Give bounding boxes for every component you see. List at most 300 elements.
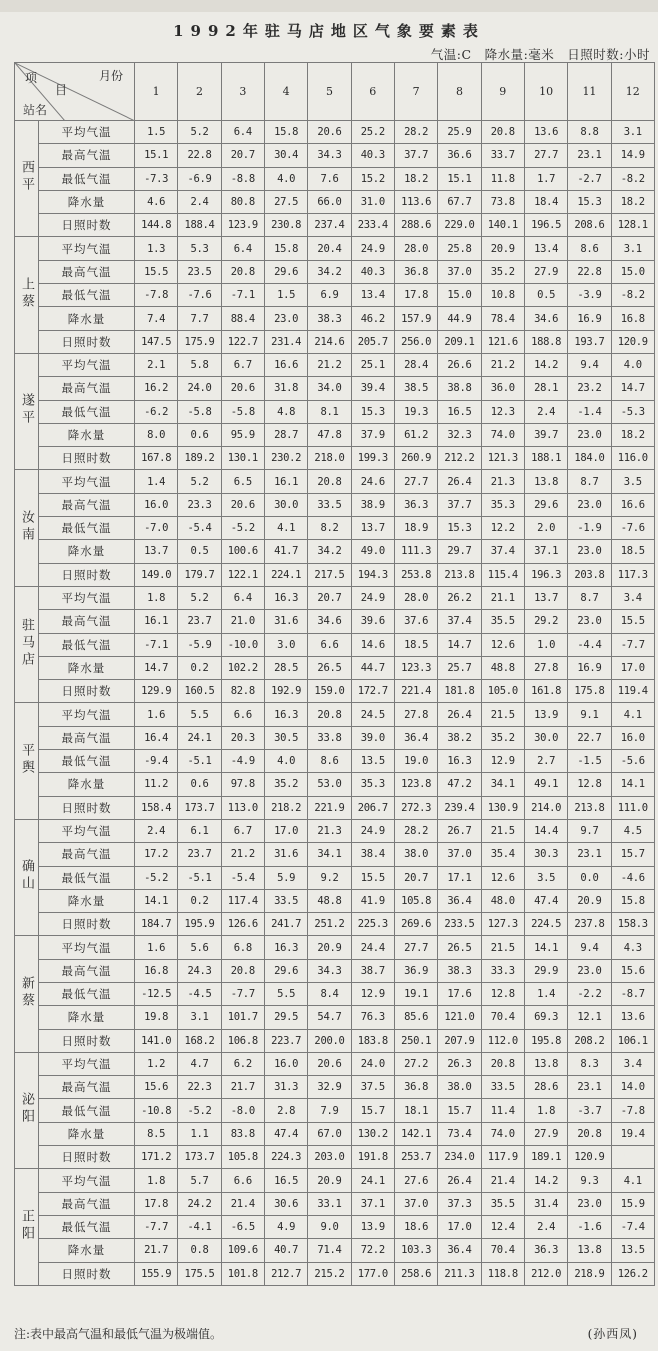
value-cell: 76.3 bbox=[351, 1006, 394, 1029]
value-cell: 288.6 bbox=[394, 214, 437, 237]
value-cell: 37.0 bbox=[394, 1192, 437, 1215]
value-cell: 13.9 bbox=[524, 703, 567, 726]
value-cell: 20.8 bbox=[481, 121, 524, 144]
value-cell: 6.6 bbox=[221, 1169, 264, 1192]
value-cell: 24.4 bbox=[351, 936, 394, 959]
value-cell: 121.3 bbox=[481, 447, 524, 470]
value-cell: 3.1 bbox=[178, 1006, 221, 1029]
value-cell: 33.5 bbox=[308, 493, 351, 516]
value-cell: 20.7 bbox=[221, 144, 264, 167]
value-cell: 117.3 bbox=[611, 563, 654, 586]
table-row bbox=[15, 1169, 655, 1192]
table-row bbox=[15, 1192, 655, 1215]
station-name: 驻马店 bbox=[19, 617, 34, 669]
value-cell: 256.0 bbox=[394, 330, 437, 353]
value-cell: 38.2 bbox=[438, 726, 481, 749]
value-cell: 224.5 bbox=[524, 913, 567, 936]
value-cell: 117.4 bbox=[221, 889, 264, 912]
value-cell: 217.5 bbox=[308, 563, 351, 586]
value-cell: 69.3 bbox=[524, 1006, 567, 1029]
value-cell: 21.4 bbox=[481, 1169, 524, 1192]
value-cell: 0.8 bbox=[178, 1239, 221, 1262]
value-cell bbox=[611, 1146, 654, 1169]
value-cell: 126.6 bbox=[221, 913, 264, 936]
value-cell: 15.8 bbox=[264, 237, 307, 260]
value-cell: 34.3 bbox=[308, 959, 351, 982]
value-cell: 5.2 bbox=[178, 470, 221, 493]
value-cell: 13.8 bbox=[524, 1052, 567, 1075]
value-cell: 269.6 bbox=[394, 913, 437, 936]
value-cell: 16.2 bbox=[135, 377, 178, 400]
value-cell: 12.8 bbox=[568, 773, 611, 796]
value-cell: 35.3 bbox=[481, 493, 524, 516]
value-cell: 5.5 bbox=[264, 982, 307, 1005]
element-label: 最高气温 bbox=[39, 610, 135, 633]
value-cell: 16.3 bbox=[438, 750, 481, 773]
value-cell: 8.3 bbox=[568, 1052, 611, 1075]
value-cell: 74.0 bbox=[481, 1122, 524, 1145]
element-label: 降水量 bbox=[39, 1239, 135, 1262]
value-cell: 4.0 bbox=[264, 750, 307, 773]
element-label: 最高气温 bbox=[39, 377, 135, 400]
value-cell: 28.6 bbox=[524, 1076, 567, 1099]
value-cell: 24.2 bbox=[178, 1192, 221, 1215]
value-cell: -3.7 bbox=[568, 1099, 611, 1122]
value-cell: 173.7 bbox=[178, 1146, 221, 1169]
value-cell: 0.2 bbox=[178, 656, 221, 679]
table-row bbox=[15, 656, 655, 679]
value-cell: 35.5 bbox=[481, 610, 524, 633]
value-cell: 8.7 bbox=[568, 586, 611, 609]
table-row bbox=[15, 1239, 655, 1262]
value-cell: 15.5 bbox=[135, 260, 178, 283]
element-label: 日照时数 bbox=[39, 214, 135, 237]
value-cell: 37.1 bbox=[524, 540, 567, 563]
value-cell: 167.8 bbox=[135, 447, 178, 470]
value-cell: 97.8 bbox=[221, 773, 264, 796]
table-row bbox=[15, 796, 655, 819]
value-cell: 189.1 bbox=[524, 1146, 567, 1169]
value-cell: 16.1 bbox=[135, 610, 178, 633]
value-cell: 34.2 bbox=[308, 540, 351, 563]
value-cell: 191.8 bbox=[351, 1146, 394, 1169]
value-cell: 140.1 bbox=[481, 214, 524, 237]
value-cell: 82.8 bbox=[221, 680, 264, 703]
value-cell: 9.4 bbox=[568, 353, 611, 376]
value-cell: 37.1 bbox=[351, 1192, 394, 1215]
value-cell: 33.5 bbox=[264, 889, 307, 912]
value-cell: 27.9 bbox=[524, 260, 567, 283]
element-label: 日照时数 bbox=[39, 1262, 135, 1285]
value-cell: 20.6 bbox=[221, 493, 264, 516]
value-cell: 20.9 bbox=[568, 889, 611, 912]
value-cell: 121.0 bbox=[438, 1006, 481, 1029]
value-cell: 188.1 bbox=[524, 447, 567, 470]
value-cell: 20.9 bbox=[308, 936, 351, 959]
value-cell: -2.2 bbox=[568, 982, 611, 1005]
value-cell: 48.8 bbox=[308, 889, 351, 912]
value-cell: 27.5 bbox=[264, 190, 307, 213]
value-cell: 199.3 bbox=[351, 447, 394, 470]
value-cell: 7.6 bbox=[308, 167, 351, 190]
value-cell: 5.2 bbox=[178, 586, 221, 609]
value-cell: 6.5 bbox=[221, 470, 264, 493]
value-cell: -1.9 bbox=[568, 517, 611, 540]
station-name-cell bbox=[15, 121, 39, 237]
element-label: 最低气温 bbox=[39, 284, 135, 307]
value-cell: 6.9 bbox=[308, 284, 351, 307]
value-cell: 9.7 bbox=[568, 819, 611, 842]
value-cell: 26.4 bbox=[438, 1169, 481, 1192]
value-cell: 6.7 bbox=[221, 819, 264, 842]
value-cell: 88.4 bbox=[221, 307, 264, 330]
value-cell: 181.8 bbox=[438, 680, 481, 703]
value-cell: -7.6 bbox=[611, 517, 654, 540]
value-cell: 205.7 bbox=[351, 330, 394, 353]
value-cell: 29.7 bbox=[438, 540, 481, 563]
value-cell: -7.1 bbox=[221, 284, 264, 307]
value-cell: 20.8 bbox=[221, 959, 264, 982]
month-header: 11 bbox=[568, 63, 611, 121]
value-cell: 23.1 bbox=[568, 1076, 611, 1099]
table-row bbox=[15, 633, 655, 656]
value-cell: 215.2 bbox=[308, 1262, 351, 1285]
value-cell: 15.1 bbox=[438, 167, 481, 190]
value-cell: 27.8 bbox=[394, 703, 437, 726]
value-cell: 225.3 bbox=[351, 913, 394, 936]
value-cell: 14.0 bbox=[611, 1076, 654, 1099]
value-cell: 26.4 bbox=[438, 703, 481, 726]
value-cell: -6.9 bbox=[178, 167, 221, 190]
value-cell: 17.1 bbox=[438, 866, 481, 889]
value-cell: -8.2 bbox=[611, 167, 654, 190]
value-cell: 11.8 bbox=[481, 167, 524, 190]
footnote: 注:表中最高气温和最低气温为极端值。 bbox=[14, 1327, 223, 1341]
table-row bbox=[15, 517, 655, 540]
value-cell: 120.9 bbox=[568, 1146, 611, 1169]
element-label: 最高气温 bbox=[39, 144, 135, 167]
value-cell: 6.1 bbox=[178, 819, 221, 842]
value-cell: 2.4 bbox=[524, 400, 567, 423]
value-cell: 21.2 bbox=[308, 353, 351, 376]
value-cell: 23.5 bbox=[178, 260, 221, 283]
value-cell: 6.6 bbox=[221, 703, 264, 726]
value-cell: 224.3 bbox=[264, 1146, 307, 1169]
value-cell: 19.1 bbox=[394, 982, 437, 1005]
value-cell: 71.4 bbox=[308, 1239, 351, 1262]
value-cell: 31.4 bbox=[524, 1192, 567, 1215]
value-cell: 16.6 bbox=[264, 353, 307, 376]
station-name-cell bbox=[15, 353, 39, 469]
month-header: 5 bbox=[308, 63, 351, 121]
value-cell: 28.2 bbox=[394, 121, 437, 144]
value-cell: 17.2 bbox=[135, 843, 178, 866]
value-cell: 3.5 bbox=[524, 866, 567, 889]
value-cell: 196.3 bbox=[524, 563, 567, 586]
value-cell: 20.3 bbox=[221, 726, 264, 749]
value-cell: 72.2 bbox=[351, 1239, 394, 1262]
value-cell: 29.5 bbox=[264, 1006, 307, 1029]
value-cell: 28.4 bbox=[394, 353, 437, 376]
value-cell: 223.7 bbox=[264, 1029, 307, 1052]
value-cell: 25.2 bbox=[351, 121, 394, 144]
value-cell: 1.8 bbox=[135, 586, 178, 609]
value-cell: 2.0 bbox=[524, 517, 567, 540]
value-cell: 31.3 bbox=[264, 1076, 307, 1099]
value-cell: 23.1 bbox=[568, 144, 611, 167]
value-cell: -1.5 bbox=[568, 750, 611, 773]
value-cell: 23.0 bbox=[568, 540, 611, 563]
value-cell: -8.7 bbox=[611, 982, 654, 1005]
value-cell: 22.7 bbox=[568, 726, 611, 749]
value-cell: -6.5 bbox=[221, 1215, 264, 1238]
value-cell: -5.2 bbox=[135, 866, 178, 889]
value-cell: 231.4 bbox=[264, 330, 307, 353]
value-cell: 24.1 bbox=[178, 726, 221, 749]
value-cell: 28.7 bbox=[264, 423, 307, 446]
value-cell: 130.1 bbox=[221, 447, 264, 470]
value-cell: 13.4 bbox=[524, 237, 567, 260]
value-cell: 3.0 bbox=[264, 633, 307, 656]
value-cell: 158.3 bbox=[611, 913, 654, 936]
month-header: 1 bbox=[135, 63, 178, 121]
value-cell: 19.3 bbox=[394, 400, 437, 423]
value-cell: 30.4 bbox=[264, 144, 307, 167]
value-cell: 130.2 bbox=[351, 1122, 394, 1145]
table-row bbox=[15, 1215, 655, 1238]
value-cell: 41.9 bbox=[351, 889, 394, 912]
value-cell: 13.4 bbox=[351, 284, 394, 307]
value-cell: 8.6 bbox=[568, 237, 611, 260]
table-row bbox=[15, 936, 655, 959]
value-cell: 18.4 bbox=[524, 190, 567, 213]
value-cell: 192.9 bbox=[264, 680, 307, 703]
value-cell: 34.3 bbox=[308, 144, 351, 167]
value-cell: -7.1 bbox=[135, 633, 178, 656]
value-cell: 0.2 bbox=[178, 889, 221, 912]
value-cell: 36.9 bbox=[394, 959, 437, 982]
station-name-cell bbox=[15, 586, 39, 702]
value-cell: -2.7 bbox=[568, 167, 611, 190]
element-label: 最低气温 bbox=[39, 633, 135, 656]
value-cell: -5.6 bbox=[611, 750, 654, 773]
station-name-cell bbox=[15, 237, 39, 353]
value-cell: 35.2 bbox=[264, 773, 307, 796]
value-cell: 4.1 bbox=[264, 517, 307, 540]
value-cell: 1.8 bbox=[135, 1169, 178, 1192]
value-cell: 48.8 bbox=[481, 656, 524, 679]
value-cell: 14.1 bbox=[524, 936, 567, 959]
value-cell: 26.5 bbox=[308, 656, 351, 679]
month-header: 8 bbox=[438, 63, 481, 121]
station-name: 遂平 bbox=[19, 393, 34, 428]
value-cell: 35.5 bbox=[481, 1192, 524, 1215]
value-cell: 253.8 bbox=[394, 563, 437, 586]
value-cell: 4.0 bbox=[264, 167, 307, 190]
value-cell: 23.0 bbox=[568, 493, 611, 516]
value-cell: 67.0 bbox=[308, 1122, 351, 1145]
value-cell: 24.1 bbox=[351, 1169, 394, 1192]
table-row bbox=[15, 1076, 655, 1099]
value-cell: 27.9 bbox=[524, 1122, 567, 1145]
value-cell: 47.4 bbox=[524, 889, 567, 912]
value-cell: 37.7 bbox=[394, 144, 437, 167]
value-cell: 175.8 bbox=[568, 680, 611, 703]
value-cell: 8.2 bbox=[308, 517, 351, 540]
value-cell: 70.4 bbox=[481, 1239, 524, 1262]
value-cell: 194.3 bbox=[351, 563, 394, 586]
value-cell: 253.7 bbox=[394, 1146, 437, 1169]
value-cell: 21.7 bbox=[221, 1076, 264, 1099]
value-cell: 1.4 bbox=[524, 982, 567, 1005]
table-row bbox=[15, 982, 655, 1005]
value-cell: 37.7 bbox=[438, 493, 481, 516]
value-cell: 16.0 bbox=[135, 493, 178, 516]
value-cell: 36.4 bbox=[438, 889, 481, 912]
table-row bbox=[15, 144, 655, 167]
value-cell: -8.2 bbox=[611, 284, 654, 307]
value-cell: 21.2 bbox=[481, 353, 524, 376]
value-cell: 105.8 bbox=[221, 1146, 264, 1169]
value-cell: 213.8 bbox=[438, 563, 481, 586]
value-cell: 15.0 bbox=[438, 284, 481, 307]
value-cell: 193.7 bbox=[568, 330, 611, 353]
value-cell: 33.5 bbox=[481, 1076, 524, 1099]
value-cell: 1.2 bbox=[135, 1052, 178, 1075]
value-cell: 16.3 bbox=[264, 936, 307, 959]
value-cell: 21.5 bbox=[481, 936, 524, 959]
value-cell: 24.0 bbox=[351, 1052, 394, 1075]
value-cell: 1.6 bbox=[135, 703, 178, 726]
element-label: 平均气温 bbox=[39, 1052, 135, 1075]
value-cell: 78.4 bbox=[481, 307, 524, 330]
element-label: 降水量 bbox=[39, 889, 135, 912]
element-label: 最高气温 bbox=[39, 726, 135, 749]
element-label: 降水量 bbox=[39, 656, 135, 679]
station-name: 汝南 bbox=[19, 509, 34, 544]
value-cell: 27.6 bbox=[394, 1169, 437, 1192]
element-label: 最低气温 bbox=[39, 400, 135, 423]
table-row bbox=[15, 773, 655, 796]
value-cell: 115.4 bbox=[481, 563, 524, 586]
value-cell: 203.0 bbox=[308, 1146, 351, 1169]
value-cell: -5.1 bbox=[178, 866, 221, 889]
value-cell: 32.9 bbox=[308, 1076, 351, 1099]
value-cell: 121.6 bbox=[481, 330, 524, 353]
value-cell: 12.8 bbox=[481, 982, 524, 1005]
value-cell: 11.2 bbox=[135, 773, 178, 796]
value-cell: 142.1 bbox=[394, 1122, 437, 1145]
element-label: 降水量 bbox=[39, 1006, 135, 1029]
element-label: 最高气温 bbox=[39, 1192, 135, 1215]
value-cell: 67.7 bbox=[438, 190, 481, 213]
value-cell: 22.3 bbox=[178, 1076, 221, 1099]
table-row bbox=[15, 377, 655, 400]
value-cell: 207.9 bbox=[438, 1029, 481, 1052]
value-cell: 16.3 bbox=[264, 586, 307, 609]
units-caption: 气温:C 降水量:毫米 日照时数:小时 bbox=[430, 47, 650, 62]
value-cell: 21.5 bbox=[481, 819, 524, 842]
value-cell: 35.4 bbox=[481, 843, 524, 866]
value-cell: 34.0 bbox=[308, 377, 351, 400]
value-cell: 37.5 bbox=[351, 1076, 394, 1099]
table-row bbox=[15, 167, 655, 190]
value-cell: 1.5 bbox=[135, 121, 178, 144]
value-cell: 218.9 bbox=[568, 1262, 611, 1285]
value-cell: -7.8 bbox=[611, 1099, 654, 1122]
value-cell: 103.3 bbox=[394, 1239, 437, 1262]
month-header: 2 bbox=[178, 63, 221, 121]
value-cell: 109.6 bbox=[221, 1239, 264, 1262]
element-label: 日照时数 bbox=[39, 447, 135, 470]
value-cell: 38.9 bbox=[351, 493, 394, 516]
value-cell: 1.5 bbox=[264, 284, 307, 307]
element-label: 降水量 bbox=[39, 773, 135, 796]
station-name-cell bbox=[15, 1169, 39, 1285]
value-cell: 33.8 bbox=[308, 726, 351, 749]
value-cell: 157.9 bbox=[394, 307, 437, 330]
value-cell: 101.8 bbox=[221, 1262, 264, 1285]
value-cell: 13.9 bbox=[351, 1215, 394, 1238]
value-cell: 15.3 bbox=[351, 400, 394, 423]
value-cell: 23.3 bbox=[178, 493, 221, 516]
value-cell: 4.3 bbox=[611, 936, 654, 959]
table-row bbox=[15, 307, 655, 330]
value-cell: 4.1 bbox=[611, 1169, 654, 1192]
value-cell: 36.8 bbox=[394, 1076, 437, 1099]
value-cell: 39.4 bbox=[351, 377, 394, 400]
corner-month-label: 月份 bbox=[99, 69, 124, 83]
table-row bbox=[15, 423, 655, 446]
value-cell: 3.5 bbox=[611, 470, 654, 493]
value-cell: 100.6 bbox=[221, 540, 264, 563]
value-cell: 260.9 bbox=[394, 447, 437, 470]
table-row bbox=[15, 819, 655, 842]
value-cell: 16.0 bbox=[611, 726, 654, 749]
element-label: 平均气温 bbox=[39, 121, 135, 144]
value-cell: 38.5 bbox=[394, 377, 437, 400]
value-cell: -5.4 bbox=[178, 517, 221, 540]
value-cell: 37.0 bbox=[438, 260, 481, 283]
value-cell: 6.2 bbox=[221, 1052, 264, 1075]
table-row bbox=[15, 330, 655, 353]
value-cell: -4.5 bbox=[178, 982, 221, 1005]
value-cell: -5.8 bbox=[178, 400, 221, 423]
value-cell: 8.7 bbox=[568, 470, 611, 493]
value-cell: 28.0 bbox=[394, 586, 437, 609]
value-cell: 2.4 bbox=[178, 190, 221, 213]
value-cell: 23.7 bbox=[178, 610, 221, 633]
value-cell: 2.4 bbox=[135, 819, 178, 842]
value-cell: 7.9 bbox=[308, 1099, 351, 1122]
value-cell: 1.1 bbox=[178, 1122, 221, 1145]
value-cell: 14.9 bbox=[611, 144, 654, 167]
value-cell: 188.8 bbox=[524, 330, 567, 353]
value-cell: 20.6 bbox=[308, 121, 351, 144]
value-cell: 15.8 bbox=[611, 889, 654, 912]
value-cell: 20.8 bbox=[481, 1052, 524, 1075]
value-cell: 16.9 bbox=[568, 656, 611, 679]
value-cell: 24.9 bbox=[351, 237, 394, 260]
value-cell: -10.0 bbox=[221, 633, 264, 656]
value-cell: 16.4 bbox=[135, 726, 178, 749]
corner-item-label: 项 bbox=[25, 71, 38, 85]
value-cell: 229.0 bbox=[438, 214, 481, 237]
value-cell: 230.2 bbox=[264, 447, 307, 470]
value-cell: 61.2 bbox=[394, 423, 437, 446]
value-cell: 234.0 bbox=[438, 1146, 481, 1169]
element-label: 最高气温 bbox=[39, 493, 135, 516]
